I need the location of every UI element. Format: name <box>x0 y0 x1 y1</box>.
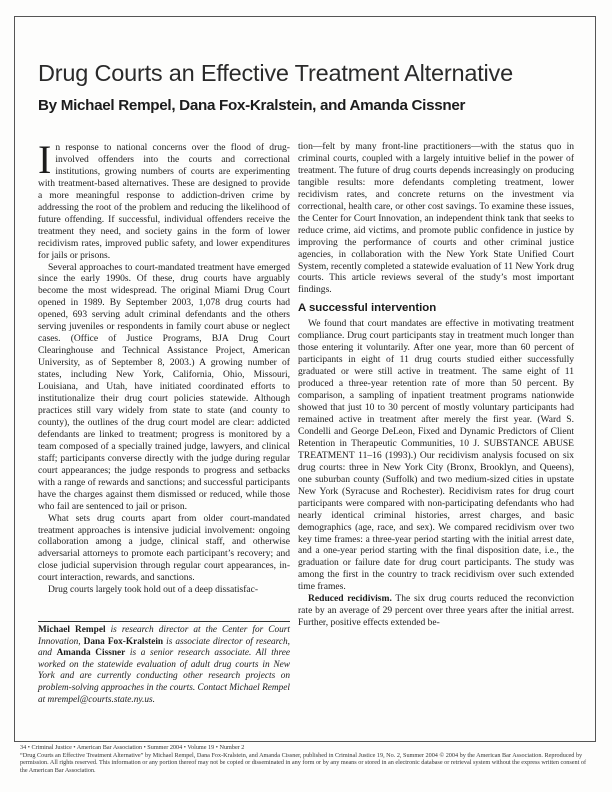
bio-text-2: is associate director of research, and <box>38 636 290 659</box>
paragraph-judicial-involvement: What sets drug courts apart from older court-mandated treatment approaches is intensive judicial involvement: ongoing collaboration among a judge, clinical staff, and otherwise adversarial attorneys to promote each participant’s recovery; and close judicial supervision through regular court appearances, in-court interaction, rewards, and sanctions. <box>38 512 290 584</box>
right-column <box>298 141 574 629</box>
article-authors: By Michael Rempel, Dana Fox-Kralstein, and Amanda Cissner <box>38 97 466 114</box>
left-column <box>38 137 290 596</box>
bio-name-rempel: Michael Rempel <box>38 625 106 635</box>
paragraph-reduced-recidivism <box>298 593 574 629</box>
footer-copyright: “Drug Courts an Effective Treatment Alternative” by Michael Rempel, Dana Fox-Kralstein, and Amanda Cissner, published in Criminal Justice 19, No. 2, Summer 2004 © 2004 by the American Bar Association. Reproduced by permission. All rights reserved. This information or any portion thereof may not be copied or disseminated in any form or by any means or stored in an electronic database or retrieval system without the express written consent of the American Bar Association. <box>20 751 587 774</box>
paragraph-status-quo: tion—felt by many front-line practitioners—with the status quo in criminal courts, coupled with a largely intuitive belief in the power of treatment. The future of drug courts depends increasingly on producing tangible results: more defendants completing treatment, lower recidivism rates, and concrete returns on the investment via correctional, health care, or other cost savings. To examine these issues, the Center for Court Innovation, an independent think tank that seeks to reduce crime, aid victims, and promote public confidence in justice by improving the performance of courts and other criminal justice agencies, in collaboration with the New York State Unified Court System, recently completed a statewide evaluation of 11 New York drug courts. This article reviews several of the study’s most important findings. <box>298 141 574 296</box>
bio-name-cissner: Amanda Cissner <box>56 648 126 659</box>
author-bio <box>38 621 290 706</box>
paragraph-approaches: Several approaches to court-mandated treatment have emerged since the early 1990s. Of these, drug courts have arguably become the most widespread. The original Miami Drug Court opened in 1989. By September 2003, 1,078 drug courts had opened, 693 serving adult criminal defendants and the others serving juveniles or respondents in family court abuse or neglect cases. (Office of Justice Programs, BJA Drug Court Clearinghouse and Technical Assistance Project, American University, as of September 8, 2003.) A growing number of states, including New York, California, Ohio, Missouri, Louisiana, and Utah, have initiated coordinated efforts to institutionalize their drug court policies statewide. Although practices still vary widely from state to state (and county to county), the outlines of the drug court model are clear: addicted defendants are linked to treatment; progress is monitored by a team composed of a specially trained judge, lawyers, and clinical staff; participants converse directly with the judge during regular court appearances; the judge responds to progress and setbacks with a range of rewards and sanctions; and successful participants have the charges against them dismissed or reduced, while those who fail are sentenced to jail or prison. <box>38 261 290 512</box>
recidivism-text: The six drug courts reduced the reconviction rate by an average of 29 percent over three years after the initial arrest. Further, positive effects extended be- <box>298 593 574 629</box>
intro-paragraph <box>38 137 290 262</box>
drop-cap: I <box>38 137 52 182</box>
bio-text-1: is research director at the Center for Court Innovation, <box>38 625 290 647</box>
article-title: Drug Courts an Effective Treatment Alternative <box>38 60 513 86</box>
footer-folio: 34 • Criminal Justice • American Bar Association • Summer 2004 • Volume 19 • Number 2 <box>20 744 245 751</box>
section-heading: A successful intervention <box>298 302 437 315</box>
paragraph-dissatisfaction: Drug courts largely took hold out of a deep dissatisfac- <box>48 584 259 596</box>
bio-text-3: is a senior research associate. All three worked on the statewide evaluation of adult drug courts in New York and are currently conducting other research projects on problem-solving approaches in the courts. Contact Michael Rempel at mrempel@courts.state.ny.us. <box>38 648 290 705</box>
paragraph-findings: We found that court mandates are effective in motivating treatment compliance. Drug court participants stay in treatment much longer than those entering it voluntarily. After one year, more than 60 percent of participants in eight of 11 drug courts studied either successfully graduated or were still active in treatment. The same eight of 11 produced a three-year retention rate of more than 50 percent. By comparison, a sampling of inpatient treatment programs nationwide showed that just 10 to 30 percent of mostly voluntary participants had remained active in treatment after merely the first year. (Ward S. Condelli and George DeLeon, Fixed and Dynamic Predictors of Client Retention in Therapeutic Communities, 10 J. SUBSTANCE ABUSE TREATMENT 11–16 (1993).) Our recidivism analysis focused on six drug courts: three in New York City (Bronx, Brooklyn, and Queens), one suburban county (Suffolk) and two medium-sized cities in upstate New York (Syracuse and Rochester). Recidivism rates for drug court participants were compared with non-participating defendants who had nearly identical criminal histories, arrest charges, and basic demographics (age, race, and sex). We compared recidivism over two key time frames: a three-year period starting with the initial arrest date, and a one-year period starting with the final disposition date, i.e., the graduation or failure date for drug court participants. The study was among the first in the country to track recidivism over such extended time frames. <box>298 318 574 593</box>
runin-heading: Reduced recidivism. <box>308 593 392 605</box>
bio-name-fox-kralstein: Dana Fox-Kralstein <box>83 636 164 647</box>
intro-text: n response to national concerns over the flood of drug-involved offenders into the courts and correctional institutions, growing numbers of courts are experimenting with treatment-based alternatives. These are designed to provide a more meaningful response to addiction-driven crime by addressing the root of the problem and reducing the likelihood of future offending. If successful, individual offenders receive the treatment they need, and society gains in the form of lower recidivism rates, improved public safety, and lower expenditures for jails or prisons. <box>38 142 290 261</box>
page-footer <box>20 744 592 774</box>
